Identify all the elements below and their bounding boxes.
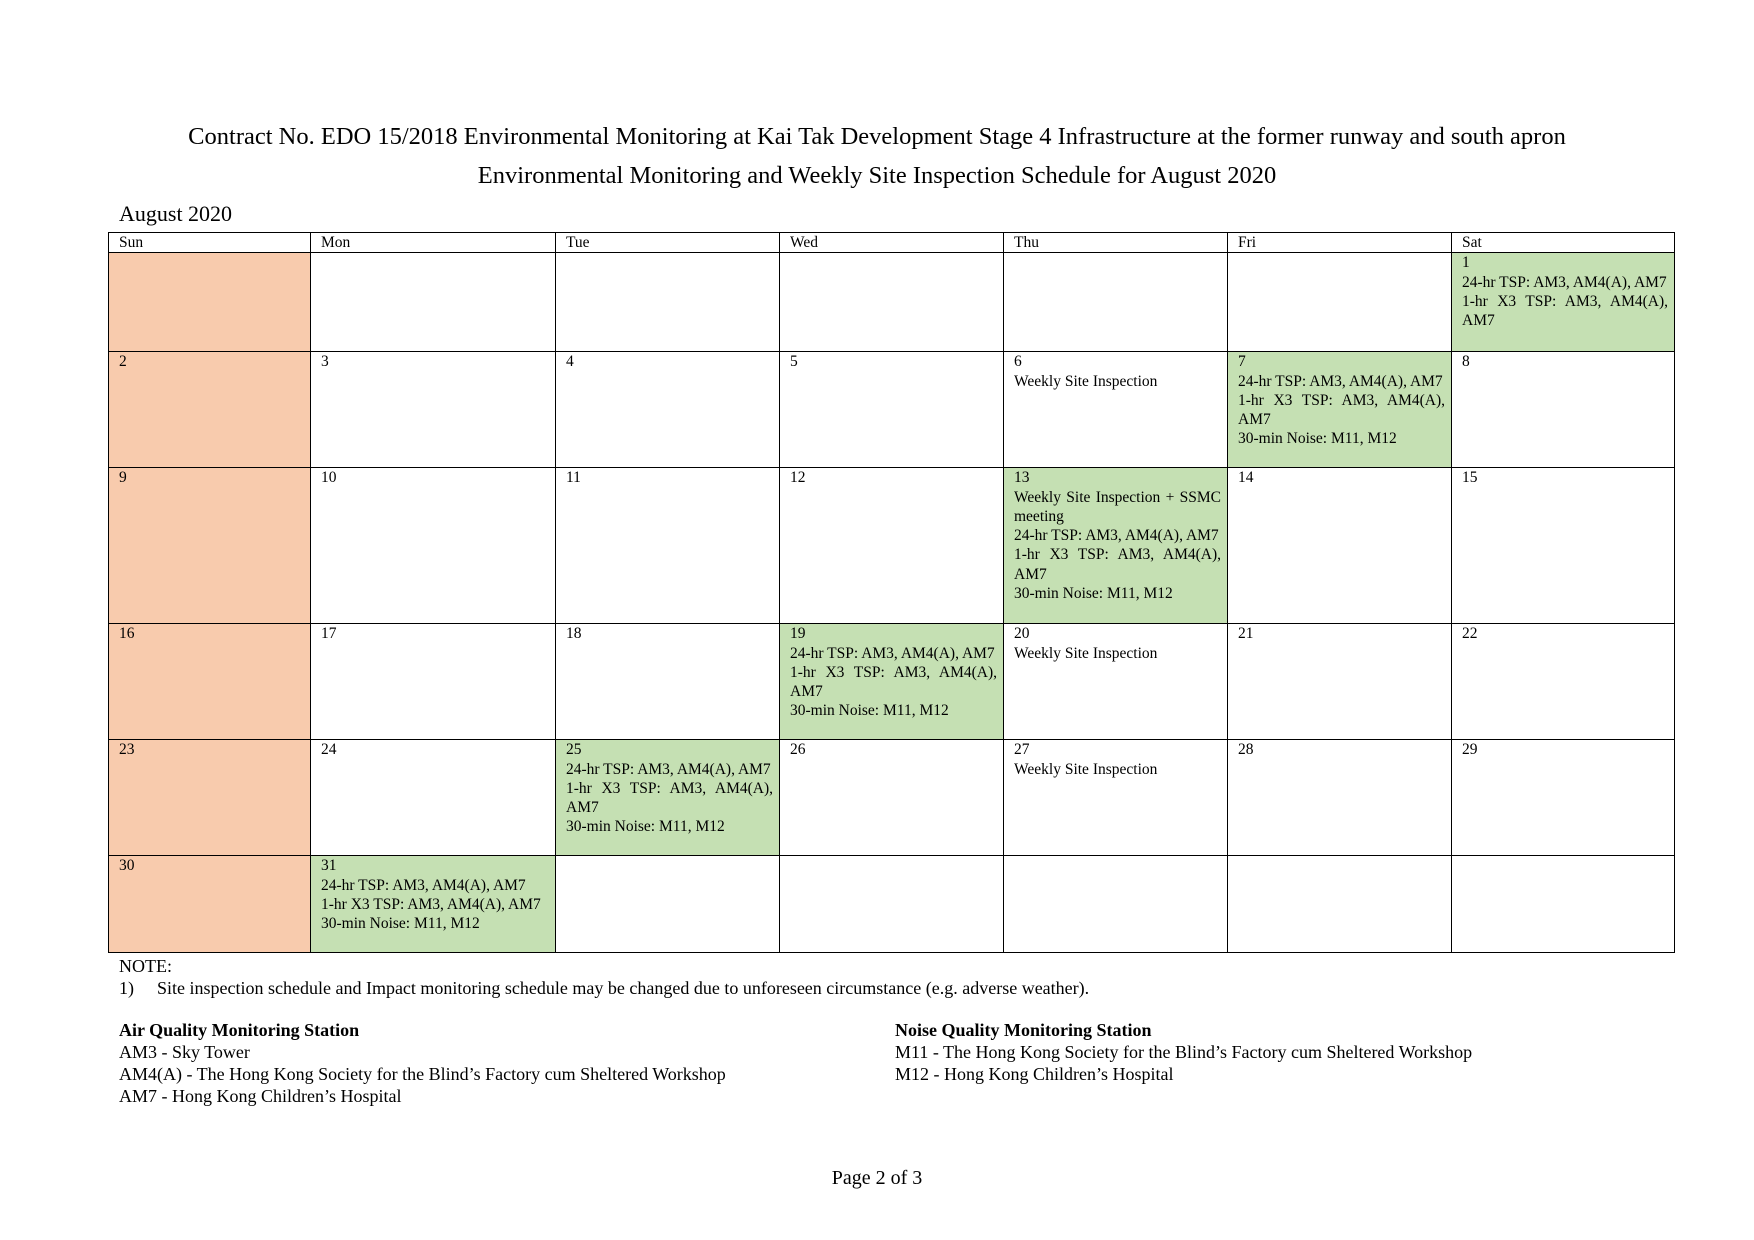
- calendar-day-cell: [311, 352, 556, 468]
- day-number: 26: [790, 741, 806, 759]
- calendar-day-cell: [1452, 468, 1675, 624]
- calendar-day-cell: [780, 740, 1004, 856]
- calendar-week: [109, 856, 1675, 953]
- event-line: 24-hr TSP: AM3, AM4(A), AM7: [790, 644, 995, 662]
- day-number: 16: [119, 625, 135, 643]
- calendar-week: [109, 352, 1675, 468]
- day-number: 30: [119, 857, 135, 875]
- day-number: 22: [1462, 625, 1478, 643]
- weekday-header: Tue: [556, 233, 780, 253]
- calendar-day-cell: [109, 253, 311, 352]
- calendar-day-cell: [556, 253, 780, 352]
- day-number: 28: [1238, 741, 1254, 759]
- calendar-week: [109, 624, 1675, 740]
- station-item: AM3 - Sky Tower: [119, 1042, 250, 1062]
- event-line: 24-hr TSP: AM3, AM4(A), AM7: [1238, 372, 1443, 390]
- event-line: Weekly Site Inspection: [1014, 644, 1158, 662]
- event-line: 24-hr TSP: AM3, AM4(A), AM7: [566, 760, 771, 778]
- day-number: 19: [790, 625, 806, 643]
- day-number: 29: [1462, 741, 1478, 759]
- event-line: 24-hr TSP: AM3, AM4(A), AM7: [1014, 527, 1219, 545]
- calendar-day-cell: [1004, 253, 1228, 352]
- event-line: 1-hr X3 TSP: AM3, AM4(A), AM7: [1238, 391, 1445, 429]
- calendar-day-cell: [109, 856, 311, 953]
- day-number: 21: [1238, 625, 1254, 643]
- day-number: 20: [1014, 625, 1030, 643]
- event-line: Weekly Site Inspection: [1014, 372, 1158, 390]
- day-number: 1: [1462, 254, 1470, 272]
- day-number: 25: [566, 741, 582, 759]
- calendar-month-label: August 2020: [119, 201, 233, 226]
- calendar-day-cell: [780, 468, 1004, 624]
- note-item: [119, 977, 1089, 999]
- day-number: 31: [321, 857, 337, 875]
- calendar-day-cell: [780, 856, 1004, 953]
- noise-stations-heading: Noise Quality Monitoring Station: [895, 1020, 1152, 1040]
- calendar-week: [109, 740, 1675, 856]
- event-line: 30-min Noise: M11, M12: [566, 818, 725, 836]
- day-number: 6: [1014, 353, 1022, 371]
- day-number: 4: [566, 353, 574, 371]
- event-line: 30-min Noise: M11, M12: [790, 702, 949, 720]
- noise-quality-stations: [895, 1019, 1472, 1085]
- calendar-day-cell: [1004, 352, 1228, 468]
- air-stations-heading: Air Quality Monitoring Station: [119, 1020, 360, 1040]
- day-number: 18: [566, 625, 582, 643]
- event-line: Weekly Site Inspection: [1014, 760, 1158, 778]
- calendar-day-cell: [1004, 468, 1228, 624]
- event-line: 24-hr TSP: AM3, AM4(A), AM7: [1462, 273, 1667, 291]
- event-line: 1-hr X3 TSP: AM3, AM4(A), AM7: [566, 779, 773, 817]
- calendar-day-cell: [109, 740, 311, 856]
- calendar-day-cell: [1004, 740, 1228, 856]
- event-line: 1-hr X3 TSP: AM3, AM4(A), AM7: [1462, 292, 1668, 330]
- event-line: 1-hr X3 TSP: AM3, AM4(A), AM7: [321, 895, 541, 913]
- day-number: 5: [790, 353, 798, 371]
- note-number: 1): [119, 978, 134, 998]
- calendar-day-cell: [311, 253, 556, 352]
- calendar-day-cell: [556, 740, 780, 856]
- day-number: 10: [321, 469, 337, 487]
- calendar-day-cell: [1228, 468, 1452, 624]
- weekday-header: Sun: [109, 233, 311, 253]
- calendar-day-cell: [1452, 352, 1675, 468]
- calendar-day-cell: [556, 856, 780, 953]
- calendar-table: [108, 232, 1675, 953]
- calendar-day-cell: [556, 624, 780, 740]
- calendar-day-cell: [1004, 624, 1228, 740]
- weekday-header-row: [109, 233, 1675, 253]
- station-item: AM4(A) - The Hong Kong Society for the Blind’s Factory cum Sheltered Workshop: [119, 1064, 726, 1084]
- page-number: Page 2 of 3: [831, 1167, 923, 1189]
- calendar-day-cell: [556, 468, 780, 624]
- day-number: 3: [321, 353, 329, 371]
- calendar-day-cell: [1228, 856, 1452, 953]
- day-number: 15: [1462, 469, 1478, 487]
- weekday-header: Wed: [780, 233, 1004, 253]
- calendar-day-cell: [1452, 856, 1675, 953]
- calendar-day-cell: [109, 624, 311, 740]
- day-number: 12: [790, 469, 806, 487]
- calendar-day-cell: [780, 253, 1004, 352]
- calendar-week: [109, 468, 1675, 624]
- day-number: 23: [119, 741, 135, 759]
- calendar-day-cell: [311, 624, 556, 740]
- weekday-header: Fri: [1228, 233, 1452, 253]
- event-line: 1-hr X3 TSP: AM3, AM4(A), AM7: [790, 663, 997, 701]
- calendar-day-cell: [1452, 740, 1675, 856]
- calendar-day-cell: [1452, 624, 1675, 740]
- calendar-day-cell: [556, 352, 780, 468]
- event-line: Weekly Site Inspection + SSMC meeting: [1014, 488, 1221, 525]
- calendar-week: [109, 253, 1675, 352]
- weekday-header: Thu: [1004, 233, 1228, 253]
- calendar-day-cell: [1228, 352, 1452, 468]
- notes-heading: NOTE:: [119, 956, 172, 976]
- calendar-day-cell: [1228, 624, 1452, 740]
- event-line: 24-hr TSP: AM3, AM4(A), AM7: [321, 876, 526, 894]
- day-number: 9: [119, 469, 127, 487]
- calendar-day-cell: [311, 856, 556, 953]
- event-line: 30-min Noise: M11, M12: [1014, 585, 1173, 603]
- event-line: 30-min Noise: M11, M12: [321, 915, 480, 933]
- calendar-day-cell: [311, 468, 556, 624]
- station-item: M11 - The Hong Kong Society for the Blind’s Factory cum Sheltered Workshop: [895, 1042, 1473, 1062]
- weekday-header: Mon: [311, 233, 556, 253]
- station-item: M12 - Hong Kong Children’s Hospital: [895, 1064, 1174, 1084]
- calendar-day-cell: [1228, 740, 1452, 856]
- day-number: 14: [1238, 469, 1254, 487]
- air-quality-stations: [119, 1019, 726, 1107]
- day-number: 8: [1462, 353, 1470, 371]
- day-number: 17: [321, 625, 337, 643]
- calendar-day-cell: [109, 468, 311, 624]
- day-number: 2: [119, 353, 127, 371]
- station-item: AM7 - Hong Kong Children’s Hospital: [119, 1086, 402, 1106]
- event-line: 30-min Noise: M11, M12: [1238, 430, 1397, 448]
- calendar-day-cell: [1228, 253, 1452, 352]
- calendar-day-cell: [1004, 856, 1228, 953]
- calendar-day-cell: [1452, 253, 1675, 352]
- calendar-day-cell: [109, 352, 311, 468]
- event-line: 1-hr X3 TSP: AM3, AM4(A), AM7: [1014, 546, 1221, 583]
- day-number: 7: [1238, 353, 1246, 371]
- note-text: Site inspection schedule and Impact monitoring schedule may be changed due to unforeseen circumstance (e.g. adverse weather).: [157, 978, 1090, 998]
- calendar-day-cell: [780, 624, 1004, 740]
- day-number: 24: [321, 741, 337, 759]
- day-number: 11: [566, 469, 581, 487]
- day-number: 27: [1014, 741, 1030, 759]
- document-title: Contract No. EDO 15/2018 Environmental Monitoring at Kai Tak Development Stage 4 Infrastructure at the former runway and south apron: [188, 123, 1566, 150]
- weekday-header: Sat: [1452, 233, 1675, 253]
- day-number: 13: [1014, 469, 1030, 487]
- calendar-day-cell: [780, 352, 1004, 468]
- calendar-day-cell: [311, 740, 556, 856]
- document-subtitle: Environmental Monitoring and Weekly Site Inspection Schedule for August 2020: [477, 162, 1277, 189]
